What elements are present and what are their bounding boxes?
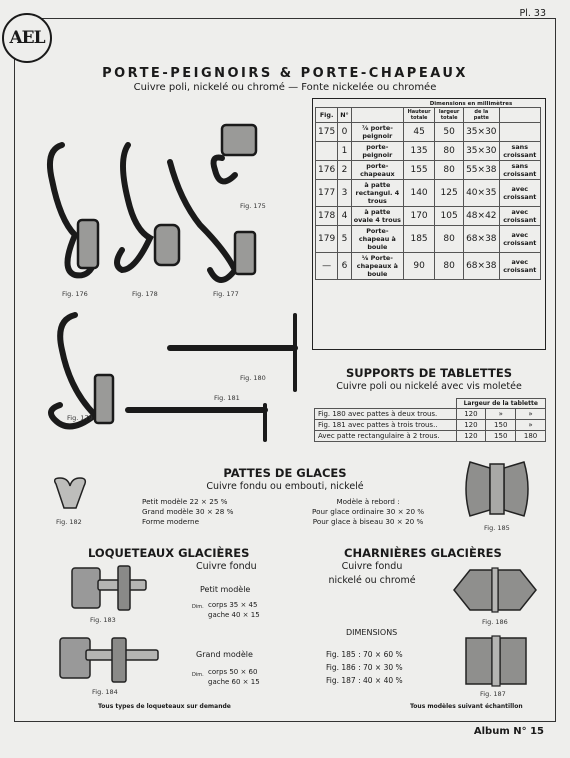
fig-184-label: Fig. 184 <box>92 688 118 696</box>
hooks-table-header <box>316 108 541 123</box>
loqueteaux-grand-label: Grand modèle <box>196 650 253 659</box>
table-row <box>316 161 541 180</box>
cell-l: 80 <box>435 253 464 280</box>
cell-c: 180 <box>516 431 546 442</box>
pattes-subtitle: Cuivre fondu ou embouti, nickelé <box>206 481 364 492</box>
fig-181-label: Fig. 181 <box>214 394 240 402</box>
cell-label: Avec patte rectangulaire à 2 trous. <box>315 431 457 442</box>
loqueteaux-footer: Tous types de loqueteaux sur demande <box>98 703 231 710</box>
cell-note: avec croissant <box>499 180 540 207</box>
page-title: PORTE-PEIGNOIRS & PORTE-CHAPEAUX <box>102 66 468 81</box>
ael-logo: AEL <box>2 13 52 63</box>
loqueteaux-petit-label: Petit modèle <box>200 585 251 594</box>
cell-h: 185 <box>403 226 434 253</box>
cell-label: Fig. 181 avec pattes à trois trous.. <box>315 420 457 431</box>
hook-179-shape <box>51 315 95 426</box>
cell-n: 4 <box>338 207 352 226</box>
cell-label: Fig. 180 avec pattes à deux trous. <box>315 409 457 420</box>
cell-h: 90 <box>403 253 434 280</box>
cell-patte: 35×30 <box>464 142 499 161</box>
charniere-185-drawing <box>462 458 532 520</box>
cell-l: 125 <box>435 180 464 207</box>
charniere-187-drawing <box>464 636 528 686</box>
supports-title: SUPPORTS DE TABLETTES <box>345 366 513 380</box>
cell-desc: ⅛ Porte-chapeaux à boule <box>351 253 403 280</box>
hook-175-shape <box>214 158 235 182</box>
loqueteau-183-drawing <box>68 562 158 614</box>
table-row <box>316 226 541 253</box>
cell-h: 140 <box>403 180 434 207</box>
cell-b: 150 <box>486 431 516 442</box>
patte-182-drawing <box>50 474 90 514</box>
cell-desc: Porte-chapeau à boule <box>351 226 403 253</box>
pattes-left-1: Grand modèle 30 × 28 % <box>142 507 234 516</box>
fig-176-label: Fig. 176 <box>62 290 88 298</box>
cell-fig: 179 <box>316 226 338 253</box>
cell-a: 120 <box>456 420 486 431</box>
page-subtitle: Cuivre poli, nickelé ou chromé — Fonte nickelée ou chromée <box>133 82 437 93</box>
fig-179-label: Fig. 179 <box>67 414 93 422</box>
cell-h: 135 <box>403 142 434 161</box>
cell-note <box>499 123 540 142</box>
charnieres-dims-title: DIMENSIONS <box>346 628 398 637</box>
charnieres-dim-2: Fig. 187 : 40 × 40 % <box>326 676 403 685</box>
cell-h: 155 <box>403 161 434 180</box>
fig-186-label: Fig. 186 <box>482 618 508 626</box>
cell-l: 80 <box>435 142 464 161</box>
cell-c: » <box>516 420 546 431</box>
cell-desc: ⅞ porte-peignoir <box>351 123 403 142</box>
loqueteau-184-drawing <box>56 634 166 686</box>
cell-h: 170 <box>403 207 434 226</box>
cell-h: 45 <box>403 123 434 142</box>
cell-fig: 178 <box>316 207 338 226</box>
hdr-fig: Fig. <box>316 108 338 123</box>
table-row <box>316 180 541 207</box>
hooks-table-caption: Dimensions en millimètres <box>429 101 513 107</box>
cell-a: 120 <box>456 409 486 420</box>
pattes-right-specs <box>312 497 424 527</box>
cell-l: 80 <box>435 226 464 253</box>
fig-180-label: Fig. 180 <box>240 374 266 382</box>
pattes-left-specs <box>142 497 233 527</box>
album-number: Album N° 15 <box>473 726 544 737</box>
cell-note: sans croissant <box>499 161 540 180</box>
pattes-left-2: Forme moderne <box>142 517 200 526</box>
cell-l: 80 <box>435 161 464 180</box>
cell-patte: 55×38 <box>464 161 499 180</box>
supports-header-blank <box>315 399 457 409</box>
cell-n: 1 <box>338 142 352 161</box>
hdr-largeur: largeur totale <box>435 108 464 123</box>
charnieres-footer: Tous modèles suivant échantillon <box>410 703 523 710</box>
grand-dims <box>208 667 260 687</box>
cell-patte: 68×38 <box>464 253 499 280</box>
hdr-n: N° <box>338 108 352 123</box>
fig-177-label: Fig. 177 <box>213 290 239 298</box>
table-row <box>316 142 541 161</box>
cell-patte: 68×38 <box>464 226 499 253</box>
cell-l: 105 <box>435 207 464 226</box>
cell-patte: 40×35 <box>464 180 499 207</box>
grand-dim-1: gache 60 × 15 <box>208 678 260 686</box>
fig-183-label: Fig. 183 <box>90 616 116 624</box>
cell-n: 5 <box>338 226 352 253</box>
supports-col-header: Largeur de la tablette <box>456 399 546 409</box>
charnieres-title: CHARNIÈRES GLACIÈRES <box>344 546 502 560</box>
charnieres-subtitle-2: nickelé ou chromé <box>328 575 416 586</box>
supports-table-box <box>314 398 546 442</box>
cell-desc: à patte ovale 4 trous <box>351 207 403 226</box>
charnieres-dim-1: Fig. 186 : 70 × 30 % <box>326 663 403 672</box>
loqueteaux-title: LOQUETEAUX GLACIÈRES <box>88 546 250 560</box>
petit-dim-1: gache 40 × 15 <box>208 611 260 619</box>
cell-fig: 177 <box>316 180 338 207</box>
hdr-patte: de la patte <box>464 108 499 123</box>
pattes-title: PATTES DE GLACES <box>223 466 347 480</box>
pattes-left-0: Petit modèle 22 × 25 % <box>142 497 228 506</box>
cell-l: 50 <box>435 123 464 142</box>
supports-subtitle: Cuivre poli ou nickelé avec vis moletée <box>336 381 522 392</box>
cell-note: avec croissant <box>499 207 540 226</box>
cell-desc: à patte rectangul. 4 trous <box>351 180 403 207</box>
cell-patte: 48×42 <box>464 207 499 226</box>
pattes-right-1: Pour glace ordinaire 30 × 20 % <box>312 507 425 516</box>
hook-178-shape <box>117 145 150 270</box>
cell-note: avec croissant <box>499 253 540 280</box>
loqueteaux-subtitle: Cuivre fondu <box>196 561 257 572</box>
cell-b: » <box>486 409 516 420</box>
cell-n: 2 <box>338 161 352 180</box>
cell-n: 3 <box>338 180 352 207</box>
cell-n: 6 <box>338 253 352 280</box>
hdr-note <box>499 108 540 123</box>
pattes-right-0: Modèle à rebord : <box>336 497 400 506</box>
petit-dim-label: Dim. <box>192 604 204 610</box>
supports-table <box>314 398 546 442</box>
cell-desc: porte-peignoir <box>351 142 403 161</box>
cell-note: avec croissant <box>499 226 540 253</box>
cell-b: 150 <box>486 420 516 431</box>
cell-note: sans croissant <box>499 142 540 161</box>
cell-fig: 176 <box>316 161 338 180</box>
hook-drawings <box>40 120 310 450</box>
grand-dim-label: Dim. <box>192 672 204 678</box>
table-row <box>315 409 546 420</box>
cell-n: 0 <box>338 123 352 142</box>
hooks-table-box <box>312 98 546 350</box>
cell-a: 120 <box>456 431 486 442</box>
plate-number: Pl. 33 <box>519 8 546 19</box>
table-row <box>315 431 546 442</box>
hooks-table <box>315 107 541 280</box>
cell-desc: porte-chapeaux <box>351 161 403 180</box>
cell-c: » <box>516 409 546 420</box>
fig-187-label: Fig. 187 <box>480 690 506 698</box>
table-row <box>315 420 546 431</box>
hdr-desc <box>351 108 403 123</box>
table-row <box>316 123 541 142</box>
petit-dims <box>208 600 260 620</box>
fig-175-label: Fig. 175 <box>240 202 266 210</box>
fig-178-label: Fig. 178 <box>132 290 158 298</box>
cell-fig: 175 <box>316 123 338 142</box>
cell-fig <box>316 142 338 161</box>
charnieres-dims <box>326 648 403 687</box>
cell-fig: — <box>316 253 338 280</box>
table-row <box>316 207 541 226</box>
supports-header <box>315 399 546 409</box>
hdr-hauteur: Hauteur totale <box>403 108 434 123</box>
charniere-186-drawing <box>450 566 540 614</box>
fig-182-label: Fig. 182 <box>56 518 82 526</box>
charnieres-dim-0: Fig. 185 : 70 × 60 % <box>326 650 403 659</box>
table-row <box>316 253 541 280</box>
petit-dim-0: corps 35 × 45 <box>208 601 258 609</box>
charnieres-subtitle-1: Cuivre fondu <box>341 561 403 572</box>
grand-dim-0: corps 50 × 60 <box>208 668 258 676</box>
pattes-right-2: Pour glace à biseau 30 × 20 % <box>312 517 424 526</box>
cell-patte: 35×30 <box>464 123 499 142</box>
fig-185-label: Fig. 185 <box>484 524 510 532</box>
